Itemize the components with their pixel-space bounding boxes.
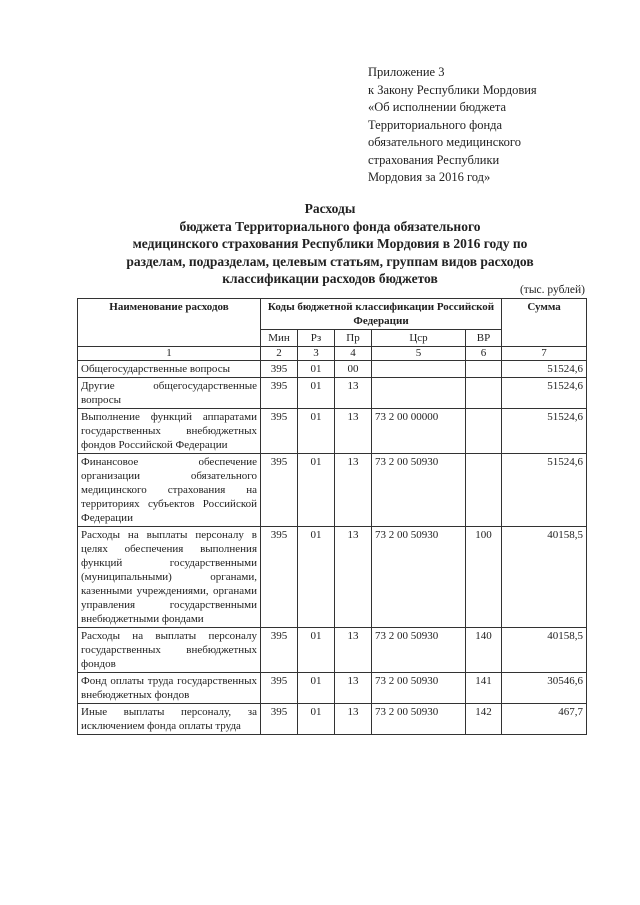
- column-number: 6: [466, 347, 502, 361]
- appendix-line: «Об исполнении бюджета: [368, 100, 507, 114]
- table-row: [78, 454, 587, 527]
- column-number: 2: [261, 347, 298, 361]
- table-header-row: [78, 299, 587, 330]
- row-sum: 40158,5: [502, 527, 587, 628]
- row-vr: [466, 454, 502, 527]
- header-csr: Цср: [372, 330, 466, 347]
- row-name: Фонд оплаты труда государственных внебюджетных фондов: [78, 673, 261, 704]
- column-number: 3: [298, 347, 335, 361]
- row-csr: 73 2 00 50930: [372, 527, 466, 628]
- row-sum: 51524,6: [502, 378, 587, 409]
- row-vr: [466, 409, 502, 454]
- row-name: Расходы на выплаты персоналу в целях обеспечения выполнения функций государственными (муниципальными) органами, казенными учреждениями, органами управления государственными внебюджетными фондами: [78, 527, 261, 628]
- row-pr: 13: [335, 704, 372, 735]
- row-name: Общегосударственные вопросы: [78, 361, 261, 378]
- units-label: (тыс. рублей): [519, 284, 585, 296]
- column-number: 5: [372, 347, 466, 361]
- row-vr: [466, 378, 502, 409]
- document-title: [60, 200, 600, 288]
- appendix-line: Приложение 3: [368, 65, 445, 79]
- row-name: Финансовое обеспечение организации обязательного медицинского страхования на территориях субъектов Российской Федерации: [78, 454, 261, 527]
- table-row: [78, 361, 587, 378]
- header-min: Мин: [261, 330, 298, 347]
- row-sum: 51524,6: [502, 361, 587, 378]
- row-vr: [466, 361, 502, 378]
- row-pr: 13: [335, 378, 372, 409]
- column-numbers-row: [78, 347, 587, 361]
- appendix-line: к Закону Республики Мордовия: [368, 82, 537, 97]
- row-csr: 73 2 00 00000: [372, 409, 466, 454]
- row-pr: 13: [335, 673, 372, 704]
- row-vr: 140: [466, 628, 502, 673]
- header-rz: Рз: [298, 330, 335, 347]
- column-number: 4: [335, 347, 372, 361]
- row-min: 395: [261, 454, 298, 527]
- row-vr: 141: [466, 673, 502, 704]
- table-row: [78, 628, 587, 673]
- row-name: Другие общегосударственные вопросы: [78, 378, 261, 409]
- row-pr: 13: [335, 454, 372, 527]
- row-min: 395: [261, 527, 298, 628]
- row-name: Иные выплаты персоналу, за исключением фонда оплаты труда: [78, 704, 261, 735]
- header-pr: Пр: [335, 330, 372, 347]
- header-vr: ВР: [466, 330, 502, 347]
- row-min: 395: [261, 628, 298, 673]
- row-rz: 01: [298, 704, 335, 735]
- row-name: Выполнение функций аппаратами государственных внебюджетных фондов Российской Федерации: [78, 409, 261, 454]
- header-sum: Сумма: [502, 299, 587, 347]
- appendix-note: [368, 64, 618, 187]
- row-min: 395: [261, 409, 298, 454]
- row-csr: 73 2 00 50930: [372, 704, 466, 735]
- header-codes: Коды бюджетной классификации Российской Федерации: [261, 299, 502, 330]
- row-csr: 73 2 00 50930: [372, 628, 466, 673]
- row-csr: [372, 361, 466, 378]
- row-vr: 100: [466, 527, 502, 628]
- row-name: Расходы на выплаты персоналу государственных внебюджетных фондов: [78, 628, 261, 673]
- row-csr: 73 2 00 50930: [372, 673, 466, 704]
- title-line: Расходы: [304, 201, 356, 216]
- row-pr: 13: [335, 409, 372, 454]
- row-min: 395: [261, 704, 298, 735]
- table-row: [78, 527, 587, 628]
- row-sum: 40158,5: [502, 628, 587, 673]
- appendix-line: обязательного медицинского: [368, 135, 522, 149]
- row-rz: 01: [298, 673, 335, 704]
- row-pr: 13: [335, 527, 372, 628]
- row-pr: 13: [335, 628, 372, 673]
- column-number: 1: [78, 347, 261, 361]
- row-rz: 01: [298, 628, 335, 673]
- appendix-line: Территориального фонда: [368, 117, 503, 132]
- row-min: 395: [261, 673, 298, 704]
- row-rz: 01: [298, 527, 335, 628]
- column-number: 7: [502, 347, 587, 361]
- title-line: разделам, подразделам, целевым статьям, группам видов расходов: [126, 253, 534, 269]
- row-rz: 01: [298, 378, 335, 409]
- row-sum: 51524,6: [502, 454, 587, 527]
- row-csr: [372, 378, 466, 409]
- title-line: медицинского страхования Республики Мордовия в 2016 году по: [132, 236, 528, 251]
- title-line: классификации расходов бюджетов: [222, 271, 438, 286]
- row-rz: 01: [298, 409, 335, 454]
- header-name: Наименование расходов: [78, 299, 261, 347]
- expenses-table: [77, 298, 587, 735]
- table-row: [78, 673, 587, 704]
- row-vr: 142: [466, 704, 502, 735]
- row-pr: 00: [335, 361, 372, 378]
- row-sum: 30546,6: [502, 673, 587, 704]
- table-row: [78, 704, 587, 735]
- row-rz: 01: [298, 454, 335, 527]
- title-line: бюджета Территориального фонда обязательного: [179, 218, 481, 234]
- appendix-line: Мордовия за 2016 год»: [368, 170, 491, 184]
- table-row: [78, 378, 587, 409]
- row-sum: 51524,6: [502, 409, 587, 454]
- row-min: 395: [261, 361, 298, 378]
- row-min: 395: [261, 378, 298, 409]
- appendix-line: страхования Республики: [368, 152, 500, 167]
- row-sum: 467,7: [502, 704, 587, 735]
- row-rz: 01: [298, 361, 335, 378]
- table-row: [78, 409, 587, 454]
- row-csr: 73 2 00 50930: [372, 454, 466, 527]
